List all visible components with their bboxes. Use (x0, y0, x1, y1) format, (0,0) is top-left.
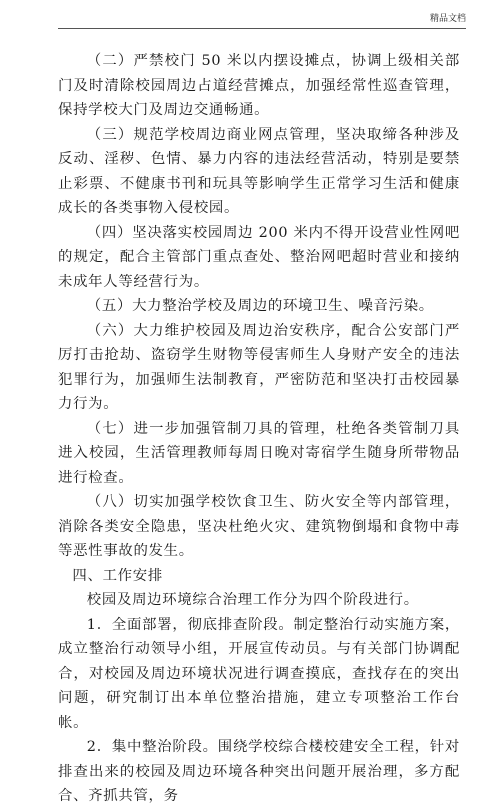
paragraph-2: （二）严禁校门 50 米以内摆设摊点，协调上级相关部门及时清除校园周边占道经营摊点，加强经常性巡查管理，保持学校大门及周边交通畅通。 (58, 53, 460, 118)
paragraph-stage-1: 1．全面部署，彻底排查阶段。制定整治行动实施方案，成立整治行动领导小组，开展宣传动员。与有关部门协调配合，对校园及周边环境状况进行调查摸底，查找存在的突出问题，研究制订出本单位整治措施，建立专项整治工作台帐。 (58, 616, 460, 731)
paragraph-7: （七）进一步加强管制刀具的管理，杜绝各类管制刀具进入校园，生活管理教师每周日晚对寄宿学生随身所带物品进行检查。 (58, 420, 460, 486)
paragraph-5: （五）大力整治学校及周边的环境卫生、噪音污染。 (86, 298, 434, 314)
paragraph-stage-2: 2．集中整治阶段。围绕学校综合楼校建安全工程，针对排查出来的校园及周边环境各种突出问题开展治理，多方配合、齐抓共管，务 (58, 739, 460, 804)
header-tag: 精品文档 (429, 14, 466, 24)
paragraph-6: （六）大力维护校园及周边治安秩序，配合公安部门严厉打击抢劫、盗窃学生财物等侵害师生人身财产安全的违法犯罪行为，加强师生法制教育，严密防范和坚决打击校园暴力行为。 (58, 322, 460, 412)
paragraph-4: （四）坚决落实校园周边 200 米内不得开设营业性网吧的规定，配合主管部门重点查处、整治网吧超时营业和接纳未成年人等经营行为。 (58, 224, 460, 290)
paragraph-3: （三）规范学校周边商业网点管理，坚决取缔各种涉及反动、淫秽、色情、暴力内容的违法经营活动，特别是要禁止彩票、不健康书刊和玩具等影响学生正常学习生活和健康成长的各类事物入侵校园。 (58, 126, 460, 216)
paragraph-8: （八）切实加强学校饮食卫生、防火安全等内部管理，消除各类安全隐患，坚决杜绝火灾、建筑物倒塌和食物中毒等恶性事故的发生。 (58, 494, 460, 559)
document-body (58, 49, 460, 809)
header-divider (58, 28, 466, 29)
paragraph-intro: 校园及周边环境综合治理工作分为四个阶段进行。 (86, 592, 419, 608)
section-heading: 四、工作安排 (72, 567, 163, 584)
